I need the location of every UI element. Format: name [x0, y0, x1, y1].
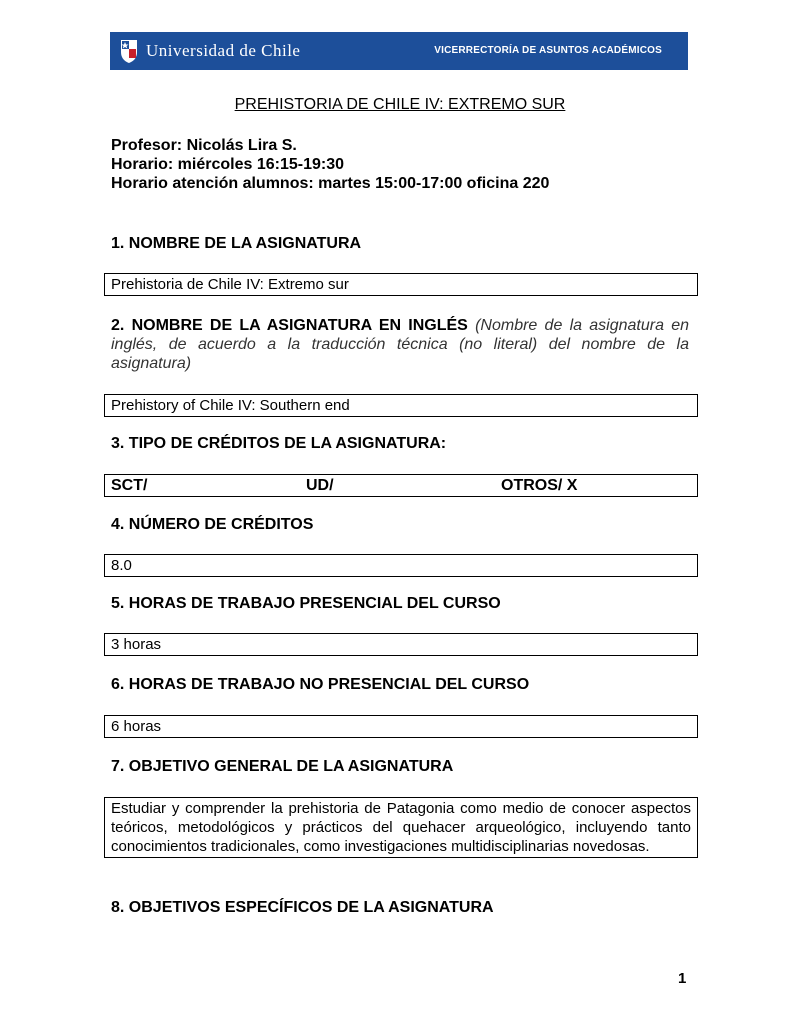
presential-hours-value: 3 horas — [111, 636, 162, 653]
university-name: Universidad de Chile — [146, 41, 301, 60]
course-title: PREHISTORIA DE CHILE IV: EXTREMO SUR — [234, 96, 566, 113]
section-2-note: (Nombre de la asignatura en inglés, de acuerdo a la traducción técnica (no literal) del nombre de la asignatura) — [111, 317, 689, 372]
section-3-box — [104, 474, 698, 497]
section-1-heading: 1. NOMBRE DE LA ASIGNATURA — [111, 235, 362, 252]
university-crest-icon — [120, 38, 138, 64]
section-5-box — [104, 633, 698, 656]
section-2-heading-block — [111, 316, 689, 373]
office-hours-line: Horario atención alumnos: martes 15:00-17:00 oficina 220 — [111, 175, 550, 192]
credit-types-row — [111, 476, 691, 495]
vicerrectoria-label: VICERRECTORÍA DE ASUNTOS ACADÉMICOS — [434, 45, 662, 56]
section-7-box — [104, 797, 698, 858]
non-presential-hours-value: 6 horas — [111, 718, 162, 735]
general-objective-value: Estudiar y comprender la prehistoria de Patagonia como medio de conocer aspectos teóricos, metodológicos y prácticos del quehacer arqueológico, incluyendo tanto conocimientos tradicionales, como investigaciones multidisciplinarias novedosas. — [111, 800, 691, 855]
section-1-box — [104, 273, 698, 296]
schedule-line: Horario: miércoles 16:15-19:30 — [111, 156, 344, 173]
credits-number-value: 8.0 — [111, 557, 132, 574]
section-2-box — [104, 394, 698, 417]
section-3-heading: 3. TIPO DE CRÉDITOS DE LA ASIGNATURA: — [111, 435, 447, 452]
section-6-heading: 6. HORAS DE TRABAJO NO PRESENCIAL DEL CURSO — [111, 676, 530, 693]
section-4-box — [104, 554, 698, 577]
section-6-box — [104, 715, 698, 738]
page-number: 1 — [678, 970, 687, 987]
professor-line: Profesor: Nicolás Lira S. — [111, 137, 297, 154]
credit-otros: OTROS/ X — [501, 477, 578, 494]
course-name-value: Prehistoria de Chile IV: Extremo sur — [111, 276, 349, 293]
course-name-english-value: Prehistory of Chile IV: Southern end — [111, 397, 350, 414]
header-banner — [110, 32, 688, 70]
section-4-heading: 4. NÚMERO DE CRÉDITOS — [111, 516, 314, 533]
credit-ud: UD/ — [306, 477, 334, 494]
credit-sct: SCT/ — [111, 477, 148, 494]
section-2-heading: 2. NOMBRE DE LA ASIGNATURA EN INGLÉS — [111, 317, 468, 334]
section-8-heading: 8. OBJETIVOS ESPECÍFICOS DE LA ASIGNATURA — [111, 899, 494, 916]
section-5-heading: 5. HORAS DE TRABAJO PRESENCIAL DEL CURSO — [111, 595, 501, 612]
section-7-heading: 7. OBJETIVO GENERAL DE LA ASIGNATURA — [111, 758, 454, 775]
